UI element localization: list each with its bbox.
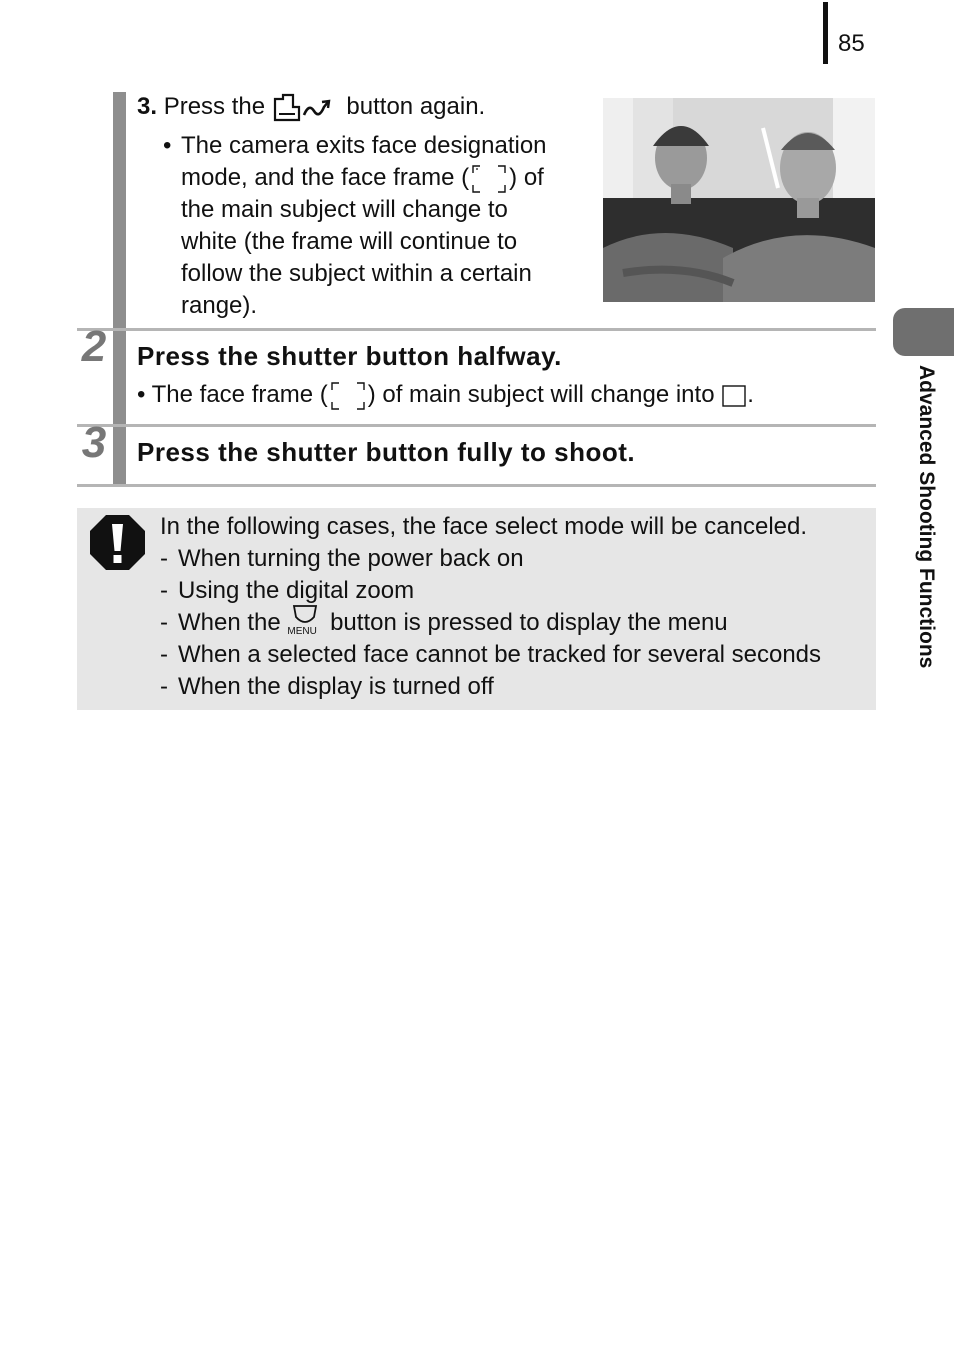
step2-bullet	[137, 379, 754, 412]
bullet-line-4: white (the frame will continue to	[181, 228, 518, 255]
caution-item	[160, 671, 860, 703]
step2-bullet-mid: ) of main subject will change into	[367, 381, 715, 408]
caution-item-text: When the display is turned off	[178, 673, 494, 700]
caution-item-menu	[160, 607, 860, 639]
caution-item-text: When turning the power back on	[178, 545, 524, 572]
bullet-line-3: the main subject will change to	[181, 196, 508, 223]
step1-bar	[113, 92, 126, 328]
step-separator	[77, 328, 876, 331]
face-frame-icon	[328, 380, 368, 412]
substep-number: 3.	[137, 93, 158, 120]
bullet-line-6: range).	[181, 292, 258, 319]
bullet-marker: •	[163, 132, 172, 159]
step2-bullet-post: .	[747, 381, 754, 408]
step-separator	[77, 484, 876, 487]
step-number-3: 3	[81, 418, 107, 467]
caution-item	[160, 639, 870, 671]
bullet-line-1: The camera exits face designation	[181, 132, 547, 159]
caution-dash: -	[160, 641, 168, 668]
caution-item-text: Using the digital zoom	[178, 577, 415, 604]
substep-3	[137, 91, 485, 123]
caution-dash: -	[160, 577, 168, 604]
caution-dash: -	[160, 545, 168, 572]
step-separator	[77, 424, 876, 427]
substep-text-post: button again.	[346, 93, 486, 120]
substep-text-pre: Press the	[163, 93, 266, 120]
section-tab	[893, 308, 954, 356]
step3-bar	[113, 427, 126, 485]
caution-intro: In the following cases, the face select mode will be canceled.	[160, 513, 808, 540]
bullet-line-2-post: ) of	[509, 164, 544, 191]
page-number-bar	[823, 2, 828, 64]
caution-dash: -	[160, 609, 168, 636]
step-number-2: 2	[81, 322, 107, 371]
caution-item-text	[178, 607, 728, 639]
print-share-icon	[272, 93, 340, 123]
face-frame-icon	[469, 163, 509, 195]
two-people-photo-image	[603, 98, 875, 302]
step2-bar	[113, 331, 126, 424]
menu-button-shape	[287, 603, 323, 627]
bullet-line-2	[181, 162, 544, 195]
menu-item-post: button is pressed to display the menu	[330, 609, 728, 636]
step2-heading: Press the shutter button halfway.	[137, 341, 562, 371]
example-photo	[603, 98, 875, 302]
step3-heading: Press the shutter button fully to shoot.	[137, 437, 636, 467]
caution-icon	[90, 515, 145, 570]
section-tab-label: Advanced Shooting Functions	[915, 365, 938, 669]
caution-item-text: When a selected face cannot be tracked for several seconds	[178, 641, 822, 668]
white-square-frame-icon	[721, 383, 747, 409]
menu-item-pre: When the	[178, 609, 281, 636]
caution-item	[160, 575, 860, 607]
step2-bullet-pre: The face frame (	[151, 381, 328, 408]
bullet-line-5: follow the subject within a certain	[181, 260, 532, 287]
menu-button-icon	[287, 609, 323, 639]
caution-dash: -	[160, 673, 168, 700]
caution-item	[160, 543, 860, 575]
page-number: 85	[838, 30, 865, 57]
step2-bullet-marker: •	[137, 381, 146, 408]
menu-button-label: MENU	[287, 625, 317, 637]
bullet-line-2-pre: mode, and the face frame (	[181, 164, 470, 191]
